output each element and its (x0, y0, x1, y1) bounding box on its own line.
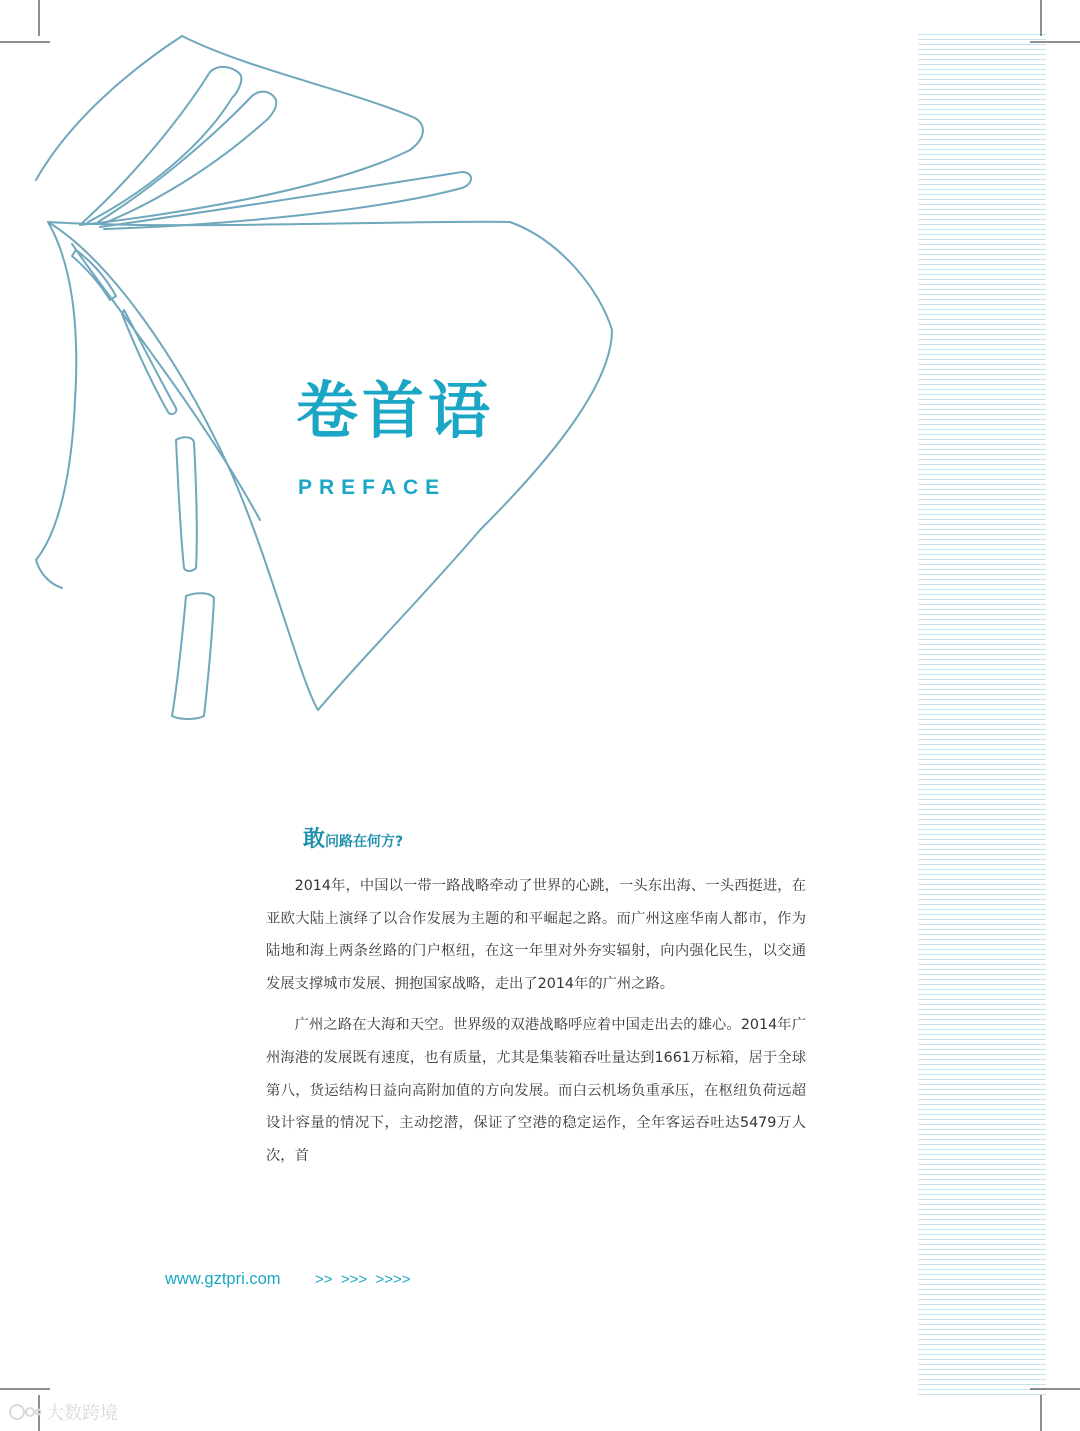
page-curve-outer (36, 36, 182, 180)
section-heading (303, 822, 403, 853)
footer-website-link[interactable]: www.gztpri.com (165, 1270, 281, 1288)
section-heading-lead: 敢 (303, 827, 326, 852)
paragraph: 2014年，中国以一带一路战略牵动了世界的心跳，一头东出海、一头西挺进，在亚欧大陆上演绎了以合作发展为主题的和平崛起之路。而广州这座华南人都市，作为陆地和海上两条丝路的门户枢纽，在这一年里对外夯实辐射，向内强化民生，以交通发展支撑城市发展、拥抱国家战略，走出了2014年的广州之路。 (266, 878, 806, 992)
page-title: 卷首语 (296, 374, 495, 447)
watermark (8, 1399, 118, 1425)
road-dash-4 (172, 593, 214, 719)
footer-arrows: >> >>> >>>> (315, 1271, 411, 1288)
watermark-logo-icon (8, 1401, 42, 1423)
page-subtitle: PREFACE (298, 476, 447, 499)
section-heading-rest: 问路在何方? (325, 834, 404, 850)
road-dash-3 (176, 437, 197, 571)
book-page-2 (80, 67, 241, 225)
road-left-edge (36, 222, 76, 588)
body-text (266, 870, 806, 1181)
watermark-text: 大数跨境 (46, 1403, 118, 1424)
paragraph: 广州之路在大海和天空。世界级的双港战略呼应着中国走出去的雄心。2014年广州海港的发展既有速度，也有质量，尤其是集装箱吞吐量达到1661万标箱，居于全球第八，货运结构日益向高附加值的方向发展。而白云机场负重承压，在枢纽负荷远超设计容量的情况下，主动挖潜，保证了空港的稳定运作，全年客运吞吐达5479万人次，首 (266, 1017, 806, 1164)
book-page-4 (100, 172, 471, 229)
book-page-5 (48, 222, 612, 710)
